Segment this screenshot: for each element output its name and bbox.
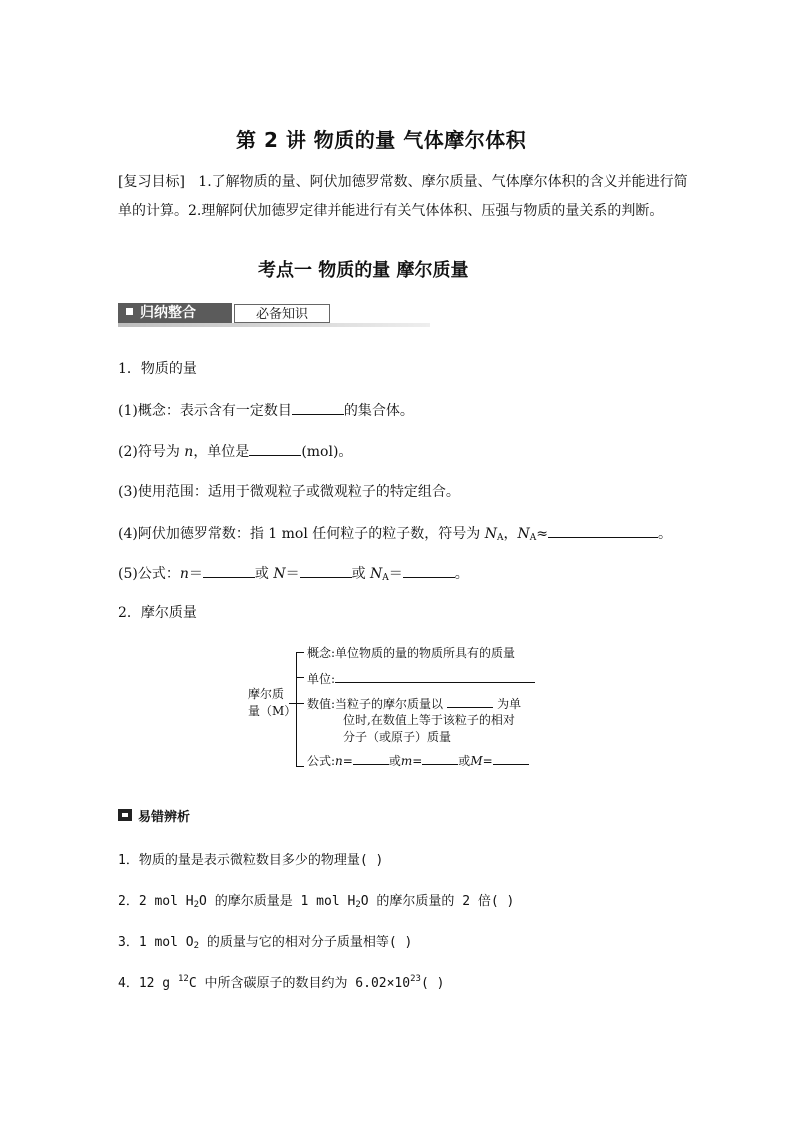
item2-heading: 2．摩尔质量 <box>118 605 197 621</box>
brace-tick <box>296 677 304 678</box>
period: 。 <box>657 526 672 542</box>
concept-text-end: 的集合体。 <box>343 403 414 419</box>
blank-field[interactable] <box>447 695 493 708</box>
symbol-N: N <box>273 566 286 582</box>
symbol-n: n <box>179 566 189 582</box>
review-goal-line-1 <box>118 172 688 192</box>
q4-text-b: C 中所含碳原子的数目约为 6.02×10 <box>188 976 411 991</box>
formula-m: m= <box>400 754 423 768</box>
diagram-root-line2: 量（M） <box>248 704 297 718</box>
equals-sign: ＝ <box>285 566 300 582</box>
subscript-A: A <box>496 533 504 543</box>
blank-field[interactable] <box>422 752 458 765</box>
item1-line1 <box>118 400 414 421</box>
q2-text-b: O 的摩尔质量是 1 mol H <box>199 894 356 909</box>
subscript-A: A <box>382 573 389 583</box>
blank-field[interactable] <box>403 563 455 578</box>
diagram-value-line3: 分子（或原子）质量 <box>343 730 452 744</box>
review-goal-text-1: 1.了解物质的量、阿伏加德罗常数、摩尔质量、气体摩尔体积的含义并能进行简 <box>198 174 688 190</box>
brace-root-tick <box>289 703 296 704</box>
formula-n: n= <box>335 754 353 768</box>
blank-field[interactable] <box>493 752 529 765</box>
brace-vertical <box>296 652 297 767</box>
question-1: 1．物质的量是表示微粒数目多少的物理量( ) <box>118 853 384 868</box>
q2-text-c: O 的摩尔质量的 2 倍( ) <box>360 894 515 909</box>
q2-sub-2: 2 <box>355 900 361 910</box>
concept-text: (1)概念：表示含有一定数目 <box>118 403 292 419</box>
blank-field[interactable] <box>548 523 658 538</box>
summary-banner <box>118 303 232 324</box>
unit-label: 单位: <box>307 672 336 686</box>
item1-line4 <box>118 523 672 548</box>
period: 。 <box>454 566 469 582</box>
q4-sup-1: 12 <box>177 974 189 984</box>
subscript-A: A <box>529 533 537 543</box>
q2-sub-1: 2 <box>193 900 200 910</box>
avogadro-text: (4)阿伏加德罗常数：指 1 mol 任何粒子的粒子数，符号为 <box>118 526 485 542</box>
unit-mol: (mol)。 <box>301 444 353 460</box>
diagram-value-line1 <box>307 695 521 712</box>
value-label: 数值: <box>307 697 336 711</box>
equals-sign: ＝ <box>388 566 403 582</box>
comma: ， <box>503 526 518 542</box>
diagram-value-line2: 位时,在数值上等于该粒子的相对 <box>343 713 515 727</box>
page-title: 第 2 讲 物质的量 气体摩尔体积 <box>236 128 527 152</box>
banner-underline <box>118 323 430 327</box>
symbol-NA: N <box>484 526 497 542</box>
equals-sign: ＝ <box>188 566 203 582</box>
knowledge-banner-label: 必备知识 <box>234 304 330 323</box>
symbol-NA: N <box>517 526 530 542</box>
section-title: 考点一 物质的量 摩尔质量 <box>258 260 469 281</box>
question-4 <box>118 972 444 991</box>
approx-sign: ≈ <box>536 526 548 542</box>
brace-tick <box>296 703 304 704</box>
q4-sup-2: 23 <box>410 974 421 984</box>
formula-label: 公式: <box>307 754 336 768</box>
value-text: 当粒子的摩尔质量以 <box>335 697 444 711</box>
review-goal-tag: [复习目标] <box>118 174 185 190</box>
question-3 <box>118 931 412 951</box>
error-analysis-heading: 易错辨析 <box>138 810 191 825</box>
formula-text: (5)公式： <box>118 566 180 582</box>
review-goal-line-2: 单的计算。2.理解阿伏加德罗定律并能进行有关气体体积、压强与物质的量关系的判断。 <box>118 203 664 219</box>
q4-text-a: 4．12 g <box>118 976 178 991</box>
q2-text-a: 2．2 mol H <box>118 894 194 909</box>
item1-line3: (3)使用范围：适用于微观粒子或微观粒子的特定组合。 <box>118 484 460 500</box>
q4-text-c: ( ) <box>420 976 445 991</box>
item1-line2 <box>118 441 352 462</box>
brace-tick <box>296 652 304 653</box>
diagram-unit <box>307 670 535 687</box>
or-text: 或 <box>458 754 471 768</box>
unit-text: ，单位是 <box>193 444 250 460</box>
symbol-text: (2)符号为 <box>118 444 185 460</box>
item1-line5 <box>118 563 469 588</box>
blank-field[interactable] <box>249 441 301 456</box>
diagram-concept <box>307 645 515 661</box>
or-text: 或 <box>254 566 274 582</box>
blank-field[interactable] <box>335 670 535 683</box>
symbol-NA: N <box>370 566 383 582</box>
concept-label: 概念: <box>307 646 336 660</box>
square-bullet-icon <box>126 308 133 315</box>
q3-sub: 2 <box>193 941 200 951</box>
error-analysis-icon <box>118 809 132 821</box>
summary-banner-label: 归纳整合 <box>140 305 196 321</box>
formula-M: M= <box>470 754 493 768</box>
blank-field[interactable] <box>292 400 344 415</box>
symbol-n: n <box>184 444 194 460</box>
or-text: 或 <box>388 754 401 768</box>
value-text-end: 为单 <box>497 697 522 711</box>
blank-field[interactable] <box>300 563 352 578</box>
diagram-root-line1: 摩尔质 <box>248 687 285 701</box>
item1-heading: 1．物质的量 <box>118 361 197 377</box>
blank-field[interactable] <box>353 752 389 765</box>
q3-text-a: 3．1 mol O <box>118 935 194 950</box>
diagram-formula <box>307 752 529 769</box>
brace-tick <box>296 766 304 767</box>
concept-text: 单位物质的量的物质所具有的质量 <box>335 646 516 660</box>
blank-field[interactable] <box>203 563 255 578</box>
or-text: 或 <box>351 566 371 582</box>
q3-text-b: 的质量与它的相对分子质量相等( ) <box>199 935 413 950</box>
question-2 <box>118 890 514 910</box>
